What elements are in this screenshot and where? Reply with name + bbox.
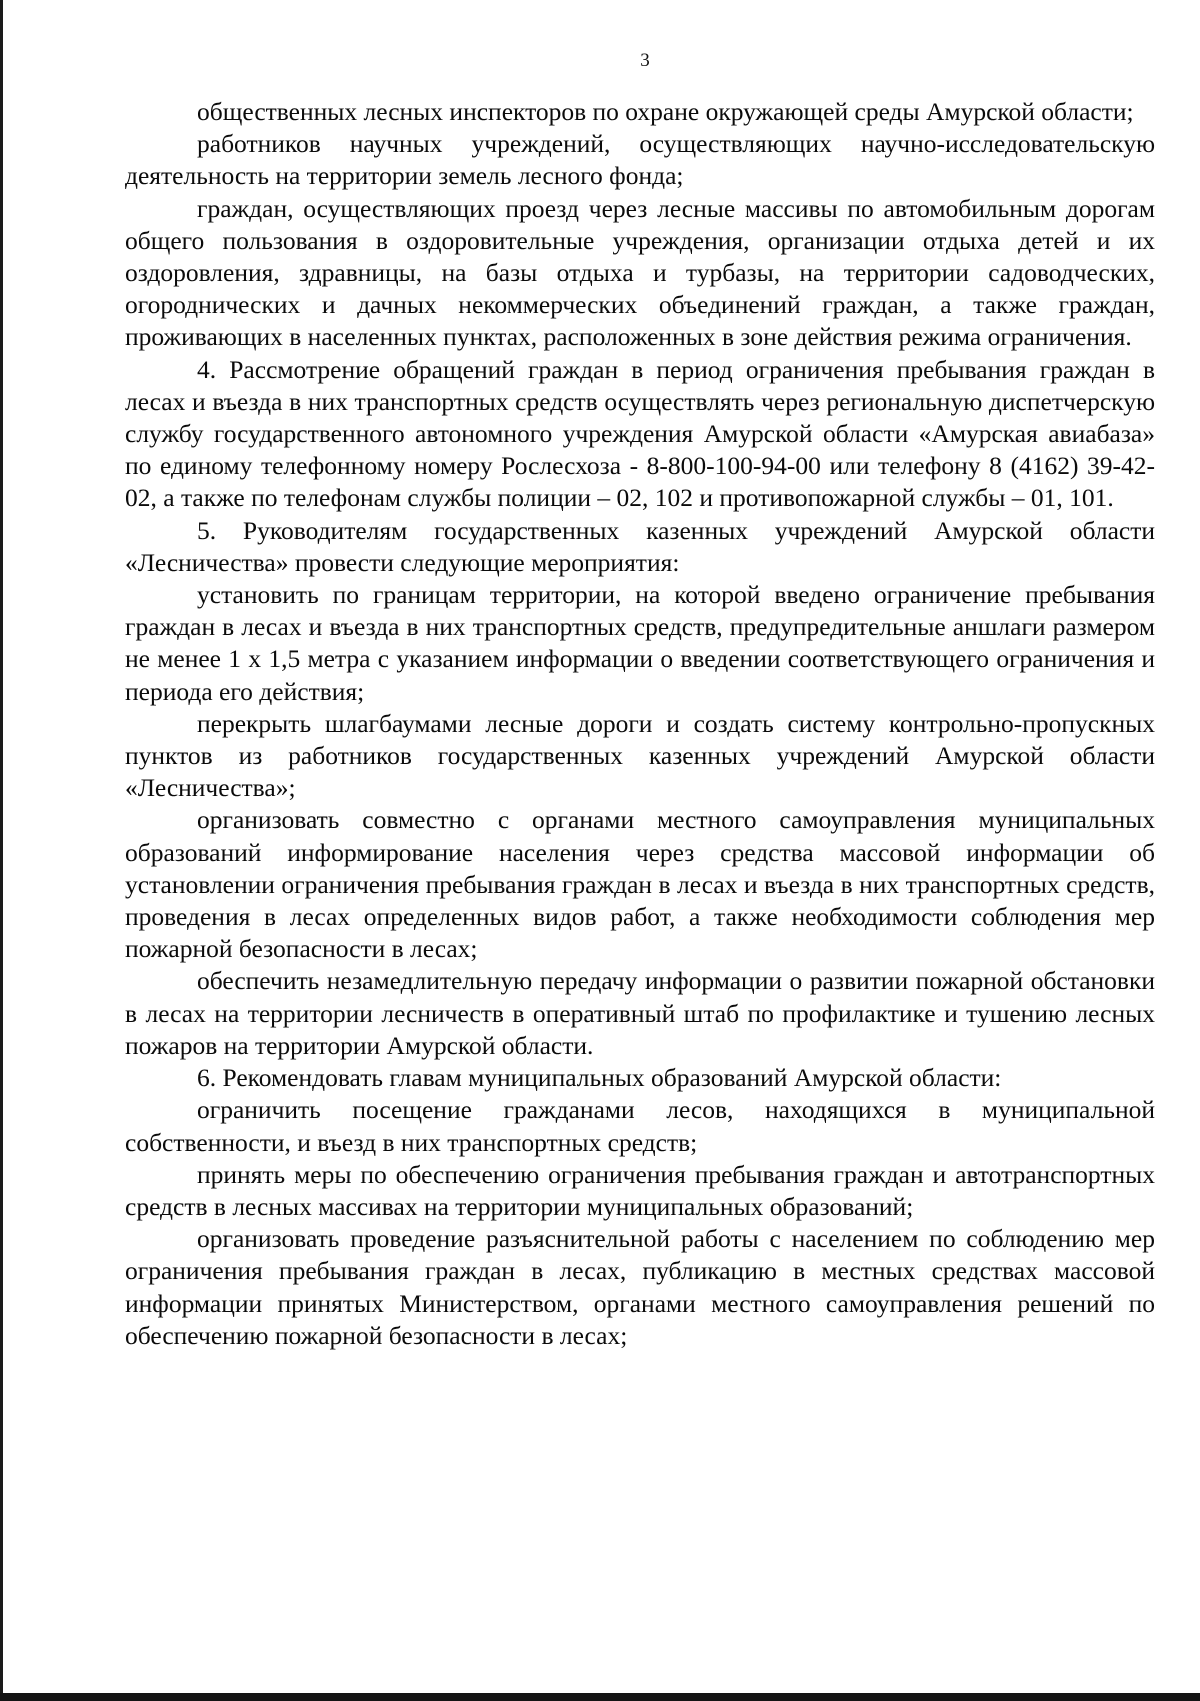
paragraph-enforcement-measures: принять меры по обеспечению ограничения пребывания граждан и автотранспортных средств в лесных массивах на территории муниципальных образований; [125, 1159, 1155, 1221]
paragraph-inspectors: общественных лесных инспекторов по охране окружающей среды Амурской области; [197, 97, 1134, 126]
scan-border-bottom [0, 1693, 1200, 1701]
paragraph-warning-signs: установить по границам территории, на которой введено ограничение пребывания граждан в лесах и въезда в них транспортных средств, предупредительные аншлаги размером не менее 1 х 1,5 метра с указанием информации о введении соответствующего ограничения и периода его действия; [125, 580, 1155, 706]
paragraph-research-workers: работников научных учреждений, осуществляющих научно-исследовательскую деятельность на территории земель лесного фонда; [125, 129, 1155, 191]
paragraph-item-6-municipal-heads: 6. Рекомендовать главам муниципальных образований Амурской области: [197, 1063, 1002, 1093]
paragraph-item-5-forestry-heads: 5. Руководителям государственных казенных учреждений Амурской области «Лесничества» провести следующие мероприятия: [125, 515, 1155, 577]
paragraph-fire-reporting: обеспечить незамедлительную передачу информации о развитии пожарной обстановки в лесах на территории лесничеств в оперативный штаб по профилактике и тушению лесных пожаров на территории Амурской области. [125, 966, 1155, 1060]
paragraph-outreach: организовать проведение разъяснительной работы с населением по соблюдению мер ограничения пребывания граждан в лесах, публикацию в местных средствах массовой информации принятых Министерством, органами местного самоуправления решений по обеспечению пожарной безопасности в лесах; [125, 1224, 1155, 1350]
page-number: 3 [640, 50, 650, 71]
paragraph-barriers: перекрыть шлагбаумами лесные дороги и создать систему контрольно-пропускных пунктов из работников государственных казенных учреждений Амурской области «Лесничества»; [125, 708, 1155, 803]
paragraph-citizens-transit: граждан, осуществляющих проезд через лесные массивы по автомобильным дорогам общего пользования в оздоровительные учреждения, организации отдыха детей и их оздоровления, здравницы, на базы отдыха и турбазы, на территории садоводческих, огороднических и дачных некоммерческих объединений граждан, а также граждан, проживающих в населенных пунктах, расположенных в зоне действия режима ограничения. [125, 193, 1155, 352]
paragraph-item-4-appeals: 4. Рассмотрение обращений граждан в период ограничения пребывания граждан в лесах и въезда в них транспортных средств осуществлять через региональную диспетчерскую службу государственного автономного учреждения Амурской области «Амурская авиабаза» по единому телефонному номеру Рослесхоза - 8-800-100-94-00 или телефону 8 (4162) 39-42-02, а также по телефонам службы полиции – 02, 102 и противопожарной службы – 01, 101. [125, 354, 1155, 513]
paragraph-restrict-visits: ограничить посещение гражданами лесов, находящихся в муниципальной собственности, и въезд в них транспортных средств; [125, 1095, 1155, 1157]
document-body [125, 96, 1155, 1352]
scan-border-left [0, 0, 3, 1701]
paragraph-public-information: организовать совместно с органами местного самоуправления муниципальных образований информирование населения через средства массовой информации об установлении ограничения пребывания граждан в лесах и въезда в них транспортных средств, проведения в лесах определенных видов работ, а также необходимости соблюдения мер пожарной безопасности в лесах; [125, 805, 1155, 964]
